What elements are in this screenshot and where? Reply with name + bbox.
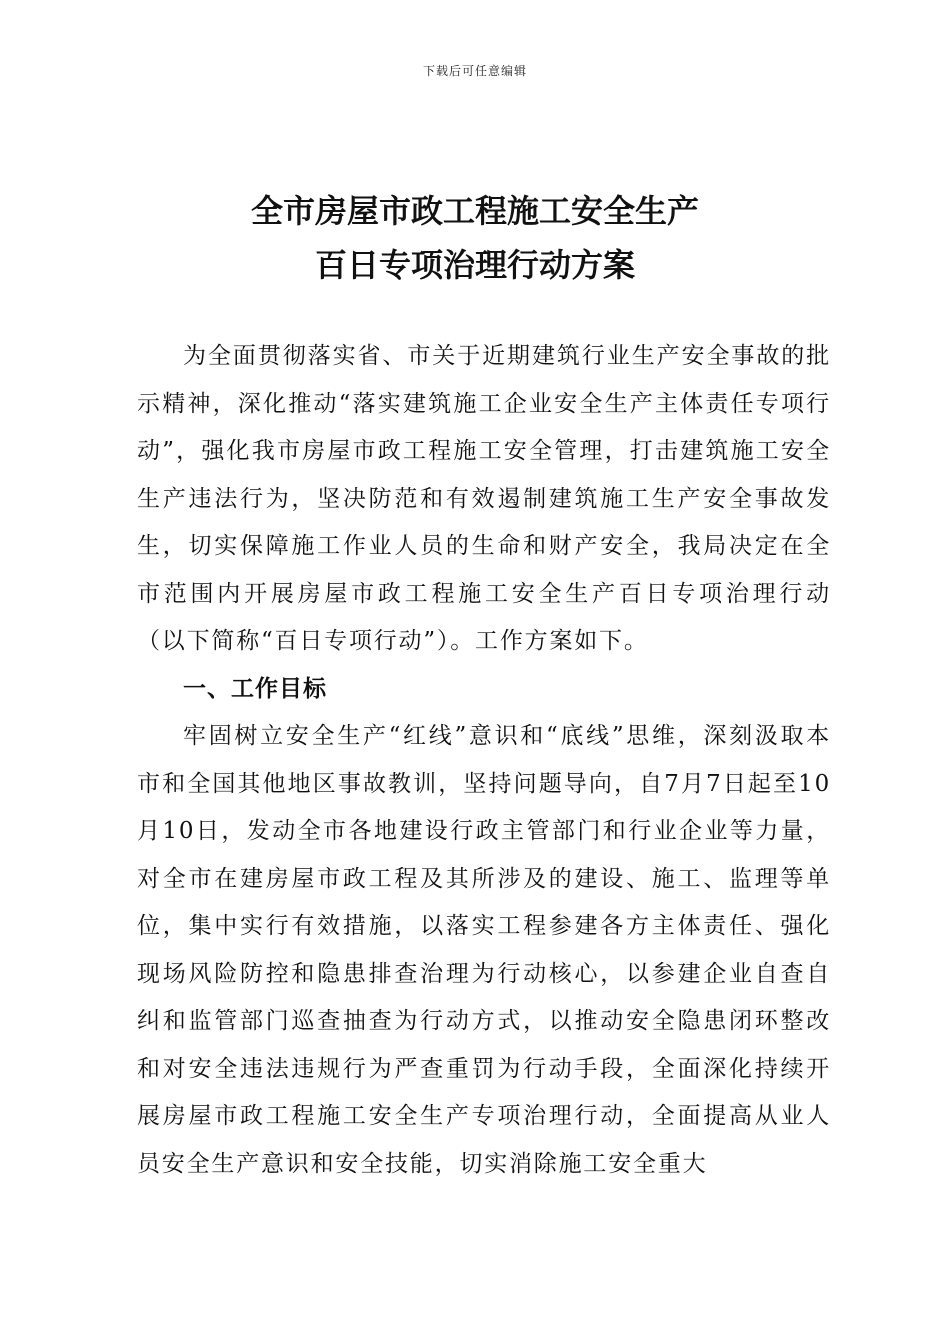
goals-paragraph: 牢固树立安全生产“红线”意识和“底线”思维，深刻汲取本市和全国其他地区事故教训，坚持问题导向，自7月7日起至10月10日，发动全市各地建设行政主管部门和行业企业等力量，对全市在建房屋市政工程及其所涉及的建设、施工、监理等单位，集中实行有效措施，以落实工程参建各方主体责任、强化现场风险防控和隐患排查治理为行动核心，以参建企业自查自纠和监管部门巡查抽查为行动方式，以推动安全隐患闭环整改和对安全违法违规行为严查重罚为行动手段，全面深化持续开展房屋市政工程施工安全生产专项治理行动，全面提高从业人员安全生产意识和安全技能，切实消除施工安全重大 bbox=[137, 723, 831, 1177]
intro-paragraph: 为全面贯彻落实省、市关于近期建筑行业生产安全事故的批示精神，深化推动“落实建筑施工企业安全生产主体责任专项行动”，强化我市房屋市政工程施工安全管理，打击建筑施工安全生产违法行为，坚决防范和有效遏制建筑施工生产安全事故发生，切实保障施工作业人员的生命和财产安全，我局决定在全市范围内开展房屋市政工程施工安全生产百日专项治理行动（以下简称“百日专项行动”）。工作方案如下。 bbox=[137, 343, 831, 654]
section-heading-goals: 一、工作目标 bbox=[183, 675, 327, 702]
document-body bbox=[137, 333, 831, 1188]
header-note: 下载后可任意编辑 bbox=[422, 64, 527, 78]
title-line-2: 百日专项治理行动方案 bbox=[314, 246, 635, 284]
document-title bbox=[0, 184, 950, 292]
title-line-1: 全市房屋市政工程施工安全生产 bbox=[250, 192, 699, 230]
